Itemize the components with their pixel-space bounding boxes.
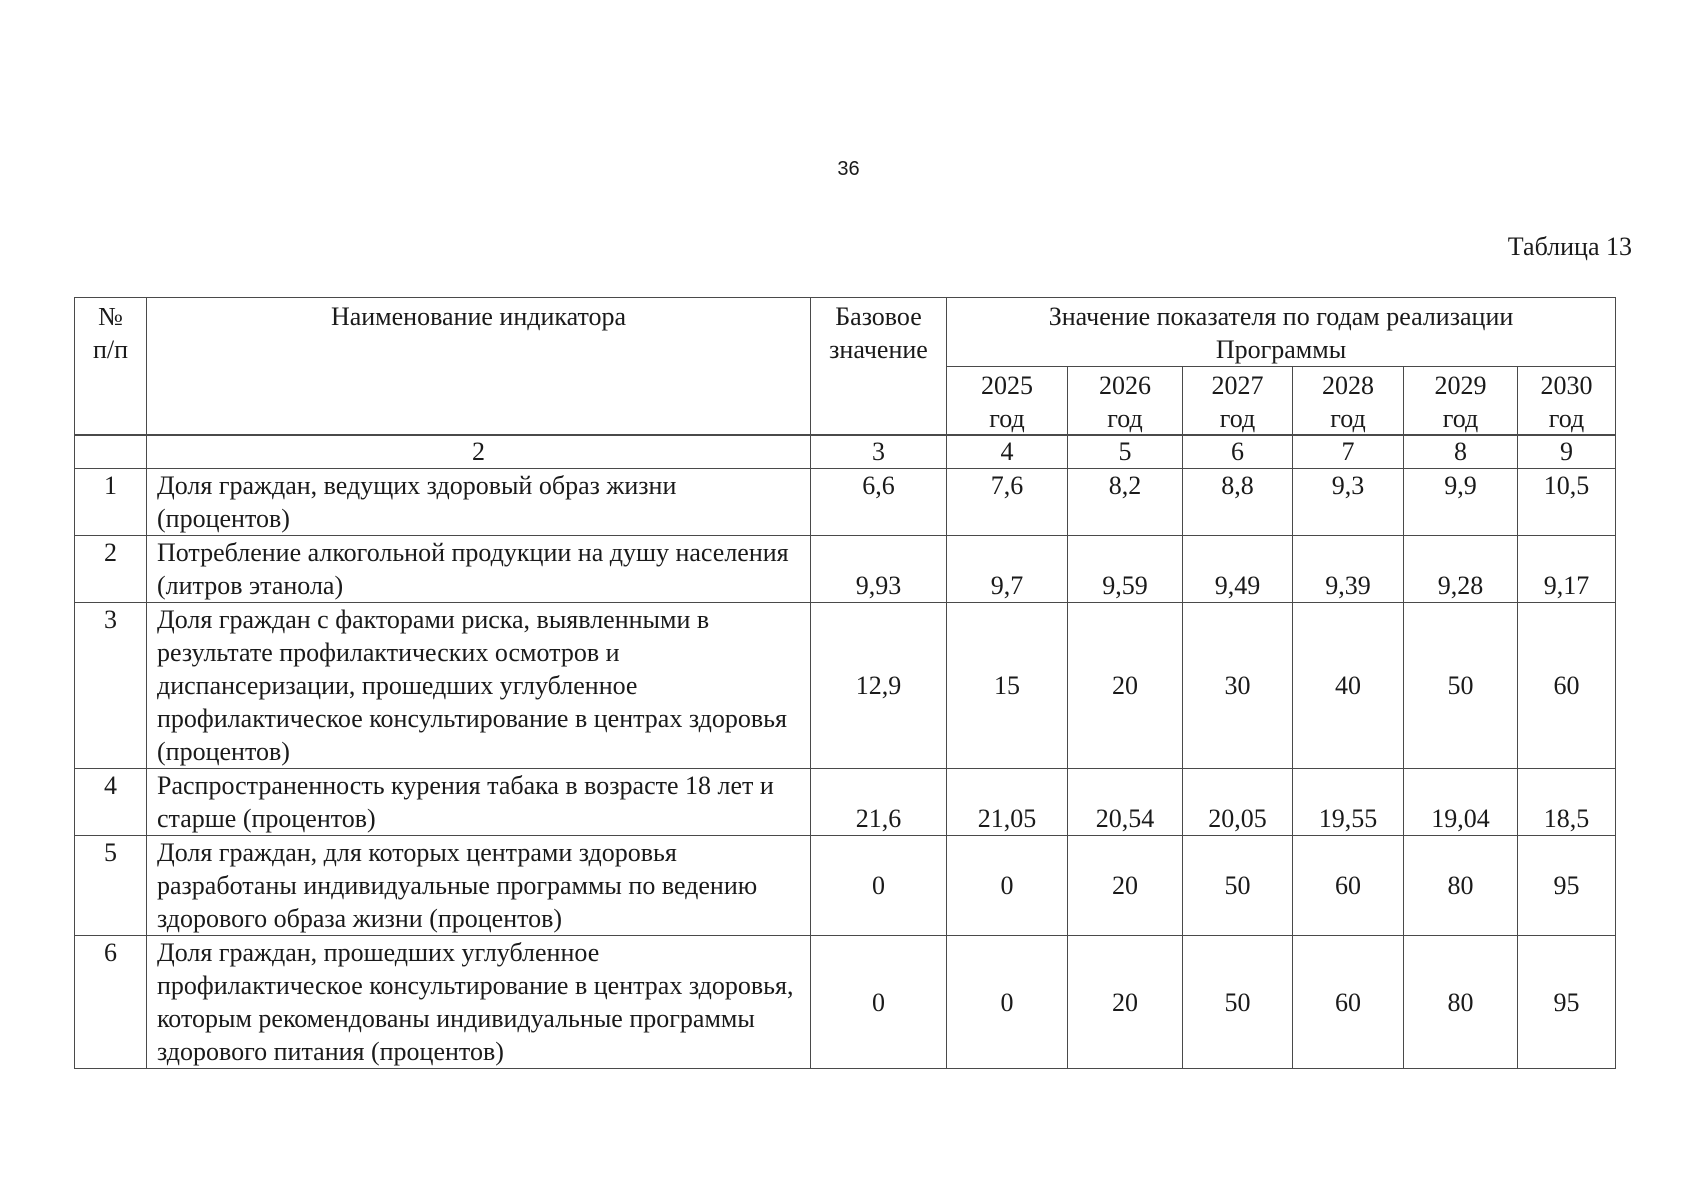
index-cell: 4 bbox=[947, 435, 1068, 469]
row-num: 3 bbox=[75, 603, 147, 769]
header-year-2030: 2030 год bbox=[1518, 367, 1616, 436]
table-row bbox=[75, 469, 1616, 536]
index-cell: 2 bbox=[147, 435, 811, 469]
base-value: 0 bbox=[811, 836, 947, 936]
header-year-2027: 2027 год bbox=[1183, 367, 1293, 436]
table-row bbox=[75, 603, 1616, 769]
index-cell: 8 bbox=[1404, 435, 1518, 469]
value-2029: 80 bbox=[1404, 936, 1518, 1069]
index-cell: 9 bbox=[1518, 435, 1616, 469]
column-index-row bbox=[75, 435, 1616, 469]
index-cell: 6 bbox=[1183, 435, 1293, 469]
value-2030: 18,5 bbox=[1518, 769, 1616, 836]
value-2025: 0 bbox=[947, 836, 1068, 936]
row-num: 2 bbox=[75, 536, 147, 603]
index-cell: 7 bbox=[1293, 435, 1404, 469]
index-cell: 3 bbox=[811, 435, 947, 469]
base-value: 21,6 bbox=[811, 769, 947, 836]
index-cell: 5 bbox=[1068, 435, 1183, 469]
value-2030: 95 bbox=[1518, 836, 1616, 936]
value-2029: 9,9 bbox=[1404, 469, 1518, 536]
value-2028: 19,55 bbox=[1293, 769, 1404, 836]
base-value: 0 bbox=[811, 936, 947, 1069]
value-2027: 50 bbox=[1183, 836, 1293, 936]
base-value: 12,9 bbox=[811, 603, 947, 769]
value-2028: 9,3 bbox=[1293, 469, 1404, 536]
table-row bbox=[75, 536, 1616, 603]
value-2028: 9,39 bbox=[1293, 536, 1404, 603]
indicator-name: Доля граждан с факторами риска, выявленными в результате профилактических осмотров и диспансеризации, прошедших углубленное профилактическое консультирование в центрах здоровья (процентов) bbox=[147, 603, 811, 769]
value-2026: 20,54 bbox=[1068, 769, 1183, 836]
value-2028: 60 bbox=[1293, 836, 1404, 936]
value-2027: 8,8 bbox=[1183, 469, 1293, 536]
row-num: 4 bbox=[75, 769, 147, 836]
table-caption: Таблица 13 bbox=[1507, 232, 1632, 261]
indicators-table bbox=[74, 434, 1616, 1069]
value-2025: 15 bbox=[947, 603, 1068, 769]
indicator-name: Доля граждан, прошедших углубленное профилактическое консультирование в центрах здоровья, которым рекомендованы индивидуальные программы здорового питания (процентов) bbox=[147, 936, 811, 1069]
value-2028: 60 bbox=[1293, 936, 1404, 1069]
indicator-name: Потребление алкогольной продукции на душу населения (литров этанола) bbox=[147, 536, 811, 603]
value-2025: 0 bbox=[947, 936, 1068, 1069]
value-2025: 21,05 bbox=[947, 769, 1068, 836]
value-2029: 50 bbox=[1404, 603, 1518, 769]
header-year-2028: 2028 год bbox=[1293, 367, 1404, 436]
header-year-2026: 2026 год bbox=[1068, 367, 1183, 436]
value-2027: 30 bbox=[1183, 603, 1293, 769]
value-2027: 20,05 bbox=[1183, 769, 1293, 836]
value-2027: 50 bbox=[1183, 936, 1293, 1069]
table-row bbox=[75, 769, 1616, 836]
base-value: 9,93 bbox=[811, 536, 947, 603]
value-2026: 20 bbox=[1068, 603, 1183, 769]
page-number: 36 bbox=[837, 158, 860, 180]
header-base-value: Базовое значение bbox=[811, 298, 947, 436]
row-num: 5 bbox=[75, 836, 147, 936]
table-row bbox=[75, 836, 1616, 936]
header-num: № п/п bbox=[75, 298, 147, 436]
indicator-name: Доля граждан, для которых центрами здоровья разработаны индивидуальные программы по ведению здорового образа жизни (процентов) bbox=[147, 836, 811, 936]
value-2025: 9,7 bbox=[947, 536, 1068, 603]
table-header bbox=[74, 297, 1616, 436]
index-cell bbox=[75, 435, 147, 469]
value-2030: 9,17 bbox=[1518, 536, 1616, 603]
value-2026: 9,59 bbox=[1068, 536, 1183, 603]
header-years-group: Значение показателя по годам реализации Программы bbox=[947, 298, 1616, 367]
header-indicator-name: Наименование индикатора bbox=[147, 298, 811, 436]
value-2026: 8,2 bbox=[1068, 469, 1183, 536]
value-2029: 80 bbox=[1404, 836, 1518, 936]
value-2030: 10,5 bbox=[1518, 469, 1616, 536]
value-2025: 7,6 bbox=[947, 469, 1068, 536]
base-value: 6,6 bbox=[811, 469, 947, 536]
value-2028: 40 bbox=[1293, 603, 1404, 769]
indicator-name: Доля граждан, ведущих здоровый образ жизни (процентов) bbox=[147, 469, 811, 536]
value-2026: 20 bbox=[1068, 836, 1183, 936]
header-year-2029: 2029 год bbox=[1404, 367, 1518, 436]
table-row bbox=[75, 936, 1616, 1069]
value-2030: 95 bbox=[1518, 936, 1616, 1069]
value-2029: 9,28 bbox=[1404, 536, 1518, 603]
value-2026: 20 bbox=[1068, 936, 1183, 1069]
header-year-2025: 2025 год bbox=[947, 367, 1068, 436]
value-2029: 19,04 bbox=[1404, 769, 1518, 836]
indicator-name: Распространенность курения табака в возрасте 18 лет и старше (процентов) bbox=[147, 769, 811, 836]
row-num: 6 bbox=[75, 936, 147, 1069]
row-num: 1 bbox=[75, 469, 147, 536]
value-2027: 9,49 bbox=[1183, 536, 1293, 603]
value-2030: 60 bbox=[1518, 603, 1616, 769]
